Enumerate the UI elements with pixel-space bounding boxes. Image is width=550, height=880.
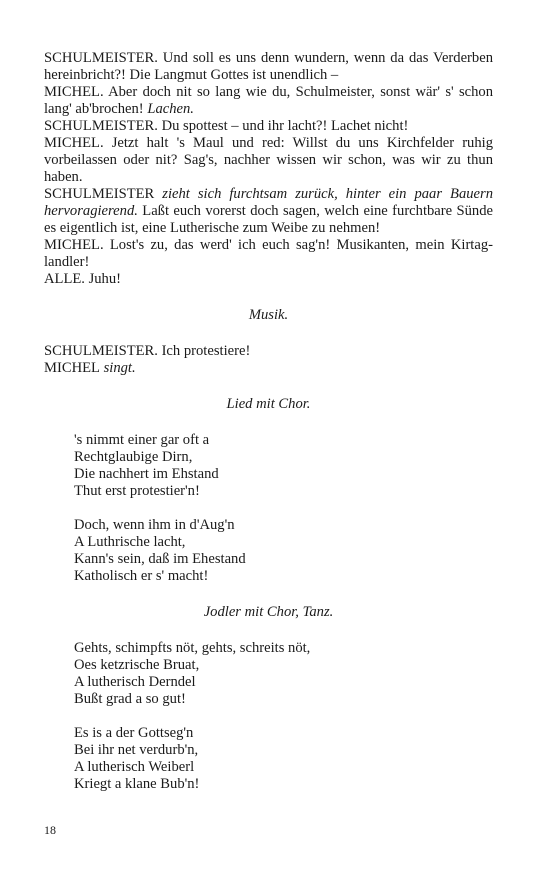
verse-line: Kriegt a klane Bub'n! (74, 776, 200, 792)
page-body (44, 50, 493, 793)
verse-line: Rechtglaubige Dirn, (74, 449, 193, 465)
verse-line: A Luthrische lacht, (74, 534, 186, 550)
dialogue-text: Laßt euch vorerst doch sagen, welch eine furchtbare Sünde es eigentlich ist, eine Lutherische zum Weibe zu nehmen! (44, 203, 493, 236)
dialogue-line-michel-3 (44, 237, 493, 271)
verse-line: Gehts, schimpfts nöt, gehts, schreits nöt, (74, 640, 311, 656)
speaker-name: SCHULMEISTER. (44, 50, 158, 66)
dialogue-text: Lost's zu, das werd' ich euch sag'n! Musikanten, mein Kirtag-landler! (44, 237, 493, 270)
heading-song: Lied mit Chor. (226, 396, 311, 412)
spacer (44, 708, 493, 725)
heading-yodel: Jodler mit Chor, Tanz. (203, 604, 334, 620)
stage-direction: zieht sich furchtsam zurück, hinter ein paar Bauern hervoragierend. (44, 186, 493, 219)
dialogue-line-michel-2 (44, 135, 493, 186)
speaker-name: MICHEL. (44, 84, 104, 100)
dialogue-line-michel-4 (44, 360, 493, 377)
verse-line: Kann's sein, daß im Ehestand (74, 551, 246, 567)
speaker-name: SCHULMEISTER (44, 186, 155, 202)
dialogue-line-schulmeister-3 (44, 186, 493, 237)
stanza-3 (74, 640, 493, 708)
speaker-name: MICHEL. (44, 135, 104, 151)
speaker-name: MICHEL (44, 360, 100, 376)
spacer (44, 324, 493, 343)
spacer (44, 288, 493, 307)
verse-line: Oes ketzrische Bruat, (74, 657, 200, 673)
stanza-2 (74, 517, 493, 585)
spacer (44, 500, 493, 517)
speaker-name: SCHULMEISTER. (44, 118, 158, 134)
stage-direction: singt. (99, 360, 136, 376)
verse-line: Katholisch er s' macht! (74, 568, 209, 584)
dialogue-text: Ich protestiere! (157, 343, 251, 359)
stanza-1 (74, 432, 493, 500)
dialogue-text: Aber doch nit so lang wie du, Schulmeister, sonst wär' s' schon lang' ab'brochen! (44, 84, 493, 117)
page-number: 18 (44, 823, 56, 837)
verse-line: A lutherisch Weiberl (74, 759, 195, 775)
dialogue-line-michel-1 (44, 84, 493, 118)
verse-line: A lutherisch Derndel (74, 674, 196, 690)
verse-line: Thut erst protestier'n! (74, 483, 200, 499)
spacer (44, 585, 493, 604)
verse-line: Die nachhert im Ehstand (74, 466, 219, 482)
dialogue-line-schulmeister-1 (44, 50, 493, 84)
speaker-name: MICHEL. (44, 237, 104, 253)
stage-direction: Lachen. (147, 101, 194, 117)
verse-line: Doch, wenn ihm in d'Aug'n (74, 517, 235, 533)
dialogue-text: Jetzt halt 's Maul und red: Willst du uns Kirchfelder ruhig vorbeilassen oder nit? Sag's, nachher wissen wir schon, was wir zu thun haben. (44, 135, 493, 185)
verse-line: Bei ihr net verdurb'n, (74, 742, 199, 758)
verse-line: Es is a der Gottseg'n (74, 725, 194, 741)
heading-music: Musik. (248, 307, 289, 323)
dialogue-text: Und soll es uns denn wundern, wenn da das Verderben hereinbricht?! Die Langmut Gottes ist unendlich – (44, 50, 493, 83)
dialogue-line-schulmeister-2 (44, 118, 493, 135)
spacer (44, 621, 493, 640)
verse-line: 's nimmt einer gar oft a (74, 432, 210, 448)
dialogue-text: Juhu! (84, 271, 122, 287)
stanza-4 (74, 725, 493, 793)
dialogue-line-schulmeister-4 (44, 343, 493, 360)
dialogue-line-alle (44, 271, 493, 288)
speaker-name: ALLE. (44, 271, 85, 287)
spacer (44, 377, 493, 396)
spacer (44, 413, 493, 432)
verse-line: Bußt grad a so gut! (74, 691, 186, 707)
speaker-name: SCHULMEISTER. (44, 343, 158, 359)
dialogue-text: Du spottest – und ihr lacht?! Lachet nicht! (157, 118, 409, 134)
